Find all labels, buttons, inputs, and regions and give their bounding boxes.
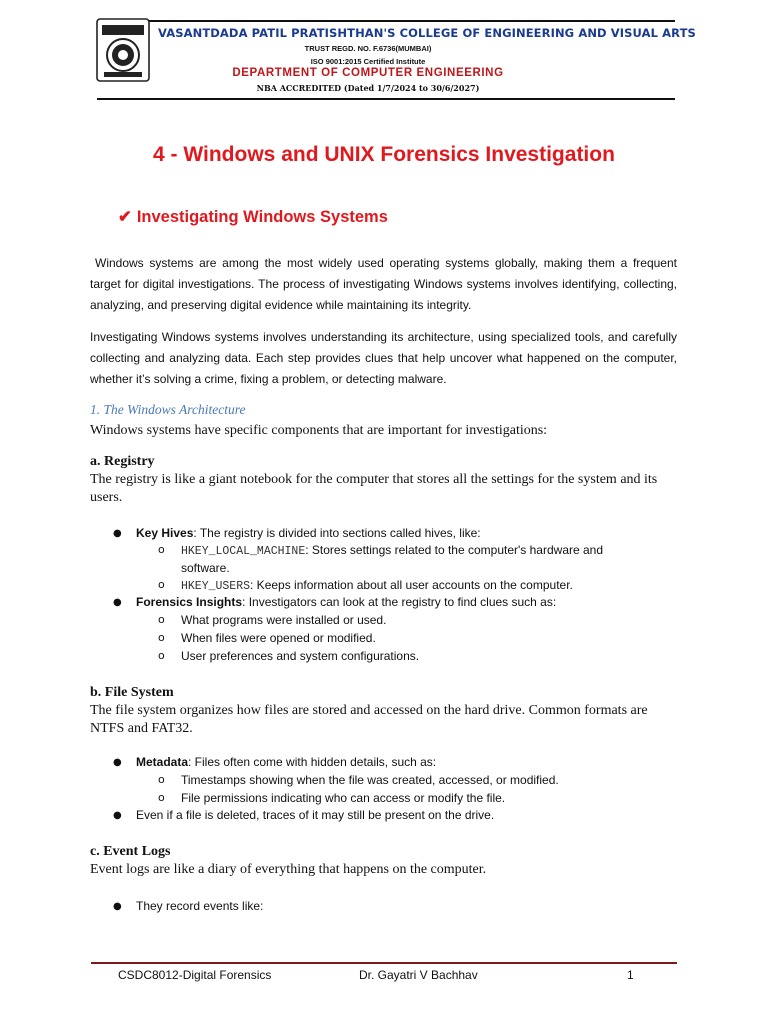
checkmark-icon: ✔ [118,208,132,226]
eventlogs-heading: c. Event Logs [90,844,171,859]
circle-bullet-icon: o [158,578,165,591]
filesystem-heading: b. File System [90,685,174,700]
architecture-heading: 1. The Windows Architecture [90,402,246,417]
section-heading-label: Investigating Windows Systems [136,208,388,226]
circle-bullet-icon: o [158,773,165,786]
circle-bullet-icon: o [158,649,165,662]
architecture-text: Windows systems have specific components that are important for investigations: [90,423,548,438]
list-item-insight-3: User preferences and system configurations. [181,649,420,663]
page-number: 1 [627,968,634,982]
intro-paragraph-2: Investigating Windows systems involves understanding its architecture, using specialized tools, and carefully collecting and analyzing data. Each step provides clues that help uncover what happened on the computer, whether it’s solving a crime, fixing a problem, or detecting malware. [90,330,677,386]
list-item-record-events: They record events like: [136,899,264,913]
list-item-timestamps: Timestamps showing when the file was created, accessed, or modified. [181,773,559,787]
registry-text: The registry is like a giant notebook for the computer that stores all the settings for the system and its users. [90,472,658,505]
filesystem-text: The file system organizes how files are stored and accessed on the hard drive. Common formats are NTFS and FAT32. [90,703,648,736]
circle-bullet-icon: o [158,631,165,644]
bullet-icon: ● [113,901,122,912]
trust-registration: TRUST REGD. NO. F.6736(MUMBAI) [304,44,432,53]
list-item-permissions: File permissions indicating who can access or modify the file. [181,791,506,805]
iso-certification: ISO 9001:2015 Certified Institute [310,57,426,66]
list-item-hku: HKEY_USERS: Keeps information about all user accounts on the computer. [181,578,573,593]
nba-accreditation: NBA ACCREDITED (Dated 1/7/2024 to 30/6/2027) [256,83,480,93]
registry-heading: a. Registry [90,454,155,469]
department-name: DEPARTMENT OF COMPUTER ENGINEERING [232,67,504,79]
bullet-icon: ● [113,810,122,821]
list-item-key-hives: Key Hives: The registry is divided into sections called hives, like: [136,526,481,540]
college-name: VASANTDADA PATIL PRATISHTHAN'S COLLEGE OF ENGINEERING AND VISUAL ARTS [158,26,696,40]
circle-bullet-icon: o [158,613,165,626]
intro-paragraph-1: Windows systems are among the most widely used operating systems globally, making them a frequent target for digital investigations. The process of investigating Windows systems involves identifying, collecting, analyzing, and preserving digital evidence while maintaining its integrity. [90,256,677,312]
list-item-metadata: Metadata: Files often come with hidden details, such as: [136,755,437,769]
eventlogs-text: Event logs are like a diary of everything that happens on the computer. [90,862,487,877]
list-item-insight-2: When files were opened or modified. [181,631,376,645]
list-item-hklm-continued: software. [181,561,230,575]
bullet-icon: ● [113,757,122,768]
bullet-icon: ● [113,597,122,608]
header-bottom-rule [97,98,675,100]
list-item-insight-1: What programs were installed or used. [181,613,387,627]
list-item-deleted-files: Even if a file is deleted, traces of it may still be present on the drive. [136,808,495,822]
college-logo [94,17,152,83]
list-item-forensics-insights: Forensics Insights: Investigators can look at the registry to find clues such as: [136,595,557,609]
bullet-icon: ● [113,528,122,539]
section-heading [118,207,518,227]
chapter-title: 4 - Windows and UNIX Forensics Investigation [153,143,615,166]
footer-rule [91,962,677,964]
list-item-hklm: HKEY_LOCAL_MACHINE: Stores settings related to the computer's hardware and [181,543,604,558]
footer-author: Dr. Gayatri V Bachhav [359,968,478,982]
header-top-rule [97,20,675,22]
circle-bullet-icon: o [158,791,165,804]
circle-bullet-icon: o [158,543,165,556]
footer-course: CSDC8012-Digital Forensics [118,968,272,982]
